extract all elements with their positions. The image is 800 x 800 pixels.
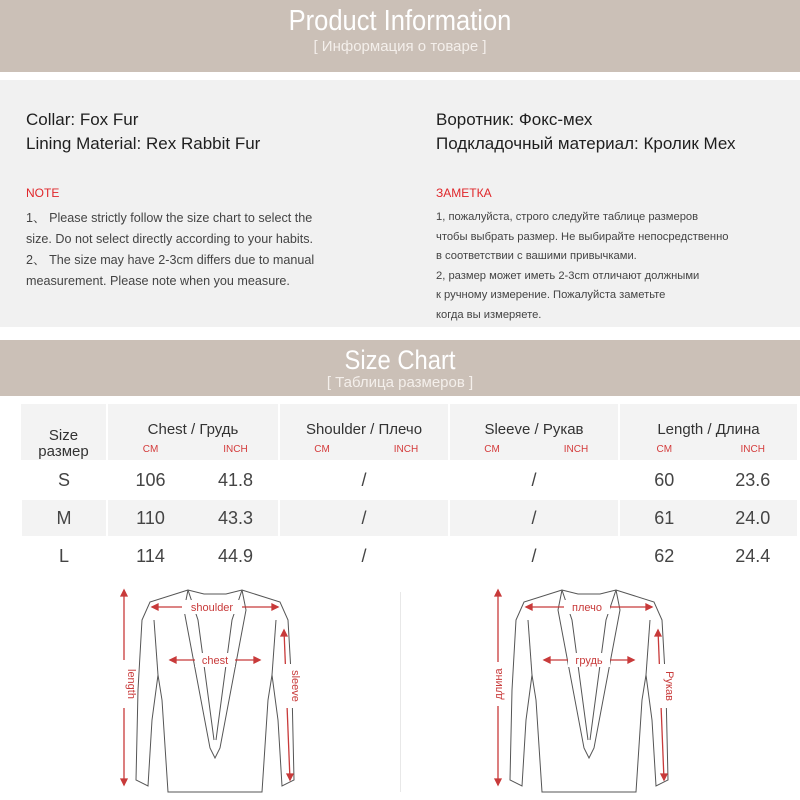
attribute-lining-ru: Подкладочный материал: Кролик Мех xyxy=(436,134,736,153)
diagram-divider xyxy=(400,592,401,792)
length-cm: 61 xyxy=(654,507,675,528)
chest-cm: 110 xyxy=(136,507,165,528)
note-line: 1、 Please strictly follow the size chart to select the xyxy=(26,211,313,225)
sleeve-value: / xyxy=(449,461,619,499)
size-header-ru: размер xyxy=(38,443,89,460)
size-header-en: Size xyxy=(48,427,79,444)
length-cm: 62 xyxy=(654,545,675,566)
size-chart-subtitle: [ Таблица размеров ] xyxy=(326,374,474,391)
length-cell xyxy=(619,537,797,574)
note-body-ru xyxy=(436,208,728,325)
unit-cm: CM xyxy=(484,443,500,455)
chest-cell xyxy=(107,537,279,574)
unit-cm: CM xyxy=(142,443,159,455)
table-row xyxy=(21,499,797,537)
product-info-title: Product Information xyxy=(288,5,512,37)
chest-cm: 106 xyxy=(135,469,166,490)
shoulder-value: / xyxy=(279,461,449,499)
note-line: size. Do not select directly according to your habits. xyxy=(26,232,313,246)
length-cell xyxy=(619,461,797,499)
length-inch: 24.4 xyxy=(735,545,771,566)
chest-inch: 44.9 xyxy=(217,545,254,566)
jacket-sketch xyxy=(474,580,714,795)
note-title-ru: ЗАМЕТКА xyxy=(436,186,492,200)
shoulder-label-ru: плечо xyxy=(572,602,602,614)
note-line: в соответствии с вашими привычками. xyxy=(436,250,637,262)
chest-label-ru: грудь xyxy=(575,655,603,667)
unit-cm: CM xyxy=(656,443,673,455)
attributes-russian xyxy=(436,108,735,156)
unit-cell xyxy=(107,438,279,461)
size-header-cell xyxy=(21,404,107,461)
unit-inch: INCH xyxy=(563,443,589,455)
sleeve-label-ru: Рукав xyxy=(663,671,675,701)
sleeve-value: / xyxy=(449,537,619,574)
unit-inch: INCH xyxy=(223,443,248,455)
unit-cm: CM xyxy=(314,443,330,455)
length-inch: 23.6 xyxy=(735,469,771,490)
unit-inch: INCH xyxy=(740,443,765,455)
column-header-shoulder: Shoulder / Плечо xyxy=(279,404,449,438)
sleeve-label: sleeve xyxy=(289,670,301,702)
length-cm: 60 xyxy=(654,469,675,490)
unit-cell xyxy=(619,438,797,461)
length-label: length xyxy=(125,669,137,699)
sleeve-value: / xyxy=(449,499,619,537)
shoulder-value: / xyxy=(279,537,449,574)
shoulder-value: / xyxy=(279,499,449,537)
length-label-ru: длина xyxy=(493,668,505,700)
chest-inch: 43.3 xyxy=(217,507,254,528)
measurement-diagram-russian xyxy=(474,580,714,795)
chest-label: chest xyxy=(201,655,229,667)
table-header-row xyxy=(21,404,797,438)
size-value: L xyxy=(21,537,107,574)
note-line: measurement. Please note when you measure. xyxy=(26,274,290,288)
unit-inch: INCH xyxy=(393,443,419,455)
unit-cell xyxy=(279,438,449,461)
product-info-subtitle: [ Информация о товаре ] xyxy=(313,38,487,55)
note-line: когда вы измеряете. xyxy=(436,308,542,321)
jacket-sketch xyxy=(100,580,340,795)
length-inch: 24.0 xyxy=(735,507,771,528)
measurement-diagram-english xyxy=(100,580,340,795)
note-line: 2, размер может иметь 2-3cm отличают должными xyxy=(436,269,700,282)
size-chart-table xyxy=(20,404,797,574)
size-value: M xyxy=(21,499,107,537)
note-line: чтобы выбрать размер. Не выбирайте непосредственно xyxy=(436,230,729,243)
size-value: S xyxy=(21,461,107,499)
table-row xyxy=(21,537,797,574)
note-line: 1, пожалуйста, строго следуйте таблице размеров xyxy=(436,211,699,223)
size-chart-title: Size Chart xyxy=(344,345,456,375)
size-chart-banner xyxy=(0,340,800,396)
table-unit-row xyxy=(21,438,797,461)
product-info-panel xyxy=(0,80,800,327)
length-cell xyxy=(619,499,797,537)
chest-cell xyxy=(107,499,279,537)
chest-inch: 41.8 xyxy=(217,469,254,490)
product-info-banner xyxy=(0,0,800,72)
attributes-english xyxy=(26,108,260,156)
note-line: 2、 The size may have 2-3cm differs due to manual xyxy=(26,253,315,267)
attribute-lining: Lining Material: Rex Rabbit Fur xyxy=(26,134,261,153)
note-title: NOTE xyxy=(26,186,60,200)
shoulder-label: shoulder xyxy=(190,602,234,614)
attribute-collar: Collar: Fox Fur xyxy=(26,110,139,129)
column-header-length: Length / Длина xyxy=(619,404,797,438)
unit-cell xyxy=(449,438,619,461)
note-body xyxy=(26,208,314,292)
chest-cell xyxy=(107,461,279,499)
column-header-chest: Chest / Грудь xyxy=(107,404,279,438)
note-line: к ручному измерение. Пожалуйста заметьте xyxy=(436,289,666,301)
attribute-collar-ru: Воротник: Фокс-мех xyxy=(436,110,593,129)
chest-cm: 114 xyxy=(136,545,165,566)
column-header-sleeve: Sleeve / Рукав xyxy=(449,404,619,438)
table-row xyxy=(21,461,797,499)
